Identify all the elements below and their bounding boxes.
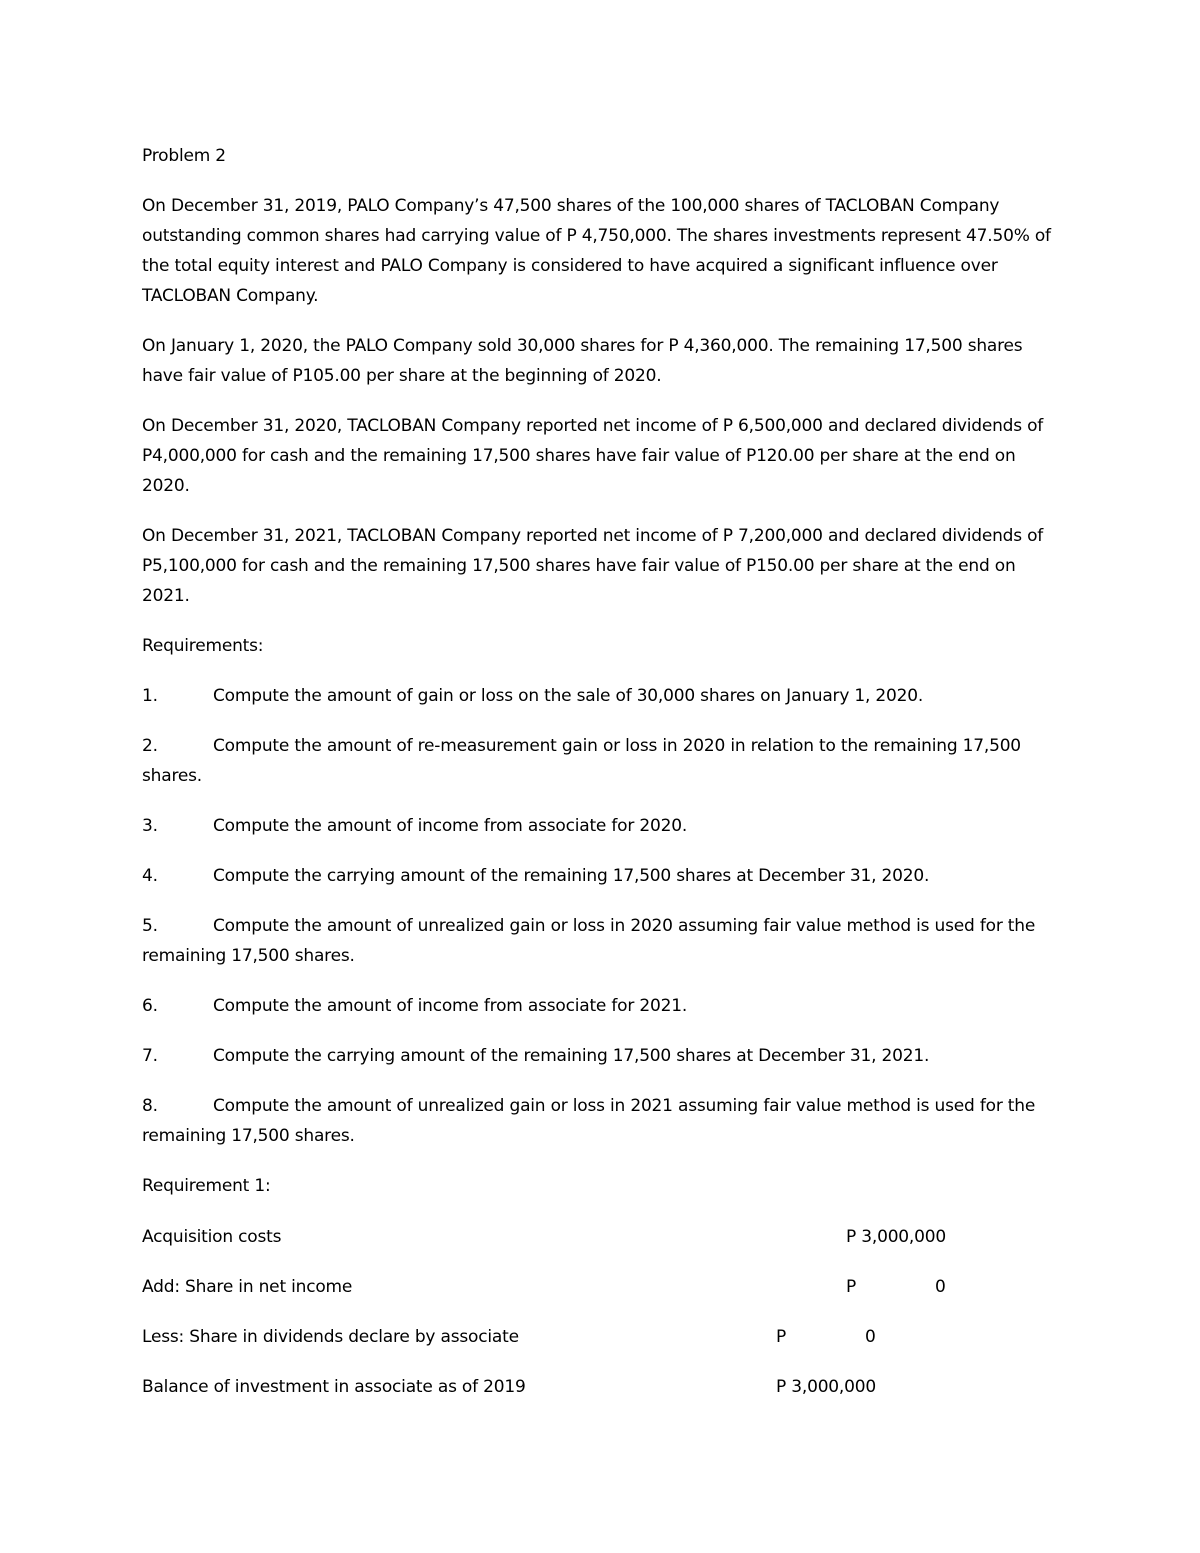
calc-row-balance bbox=[142, 1372, 1062, 1402]
requirement-number: 2. bbox=[142, 736, 158, 756]
calc-amount: P 3,000,000 bbox=[846, 1227, 946, 1247]
requirement-number: 6. bbox=[142, 996, 158, 1016]
requirement-text: Compute the amount of income from associate for 2020. bbox=[213, 816, 688, 836]
requirement-number: 5. bbox=[142, 916, 158, 936]
calc-label: Acquisition costs bbox=[142, 1227, 282, 1247]
requirement-text: Compute the amount of income from associate for 2021. bbox=[213, 996, 688, 1016]
calc-amount: P 3,000,000 bbox=[776, 1377, 876, 1397]
calc-row-acquisition bbox=[142, 1222, 1062, 1252]
requirement-text: Compute the amount of re-measurement gain or loss in 2020 in relation to the remaining 17,500 shares. bbox=[142, 736, 1021, 786]
requirement-item bbox=[142, 1041, 1062, 1071]
calc-row-share-income bbox=[142, 1272, 1062, 1302]
paragraph: On December 31, 2020, TACLOBAN Company reported net income of P 6,500,000 and declared dividends of P4,000,000 for cash and the remaining 17,500 shares have fair value of P120.00 per share at the end on 2020. bbox=[142, 416, 1044, 496]
calc-label: Balance of investment in associate as of 2019 bbox=[142, 1377, 526, 1397]
requirement-number: 7. bbox=[142, 1046, 158, 1066]
problem-title: Problem 2 bbox=[142, 146, 226, 166]
requirement-number: 4. bbox=[142, 866, 158, 886]
requirement-text: Compute the carrying amount of the remaining 17,500 shares at December 31, 2020. bbox=[213, 866, 930, 886]
requirements-heading: Requirements: bbox=[142, 636, 264, 656]
requirement-text: Compute the carrying amount of the remaining 17,500 shares at December 31, 2021. bbox=[213, 1046, 930, 1066]
calc-label: Add: Share in net income bbox=[142, 1277, 353, 1297]
document-body bbox=[142, 141, 1062, 1221]
requirement-text: Compute the amount of gain or loss on the sale of 30,000 shares on January 1, 2020. bbox=[213, 686, 924, 706]
requirement1-heading: Requirement 1: bbox=[142, 1176, 271, 1196]
paragraph: On December 31, 2021, TACLOBAN Company reported net income of P 7,200,000 and declared dividends of P5,100,000 for cash and the remaining 17,500 shares have fair value of P150.00 per share at the end on 2021. bbox=[142, 526, 1044, 606]
calc-amount: 0 bbox=[865, 1327, 876, 1347]
requirement-item bbox=[142, 1091, 1062, 1151]
requirement-number: 1. bbox=[142, 686, 158, 706]
calc-row-share-dividends bbox=[142, 1322, 1062, 1352]
paragraph: On December 31, 2019, PALO Company’s 47,500 shares of the 100,000 shares of TACLOBAN Company outstanding common shares had carrying value of P 4,750,000. The shares investments represent 47.50% of the total equity interest and PALO Company is considered to have acquired a significant influence over TACLOBAN Company. bbox=[142, 196, 1051, 306]
requirement-number: 3. bbox=[142, 816, 158, 836]
requirement-number: 8. bbox=[142, 1096, 158, 1116]
requirement-text: Compute the amount of unrealized gain or loss in 2020 assuming fair value method is used for the remaining 17,500 shares. bbox=[142, 916, 1036, 966]
requirement-item bbox=[142, 861, 1062, 891]
requirement-item bbox=[142, 811, 1062, 841]
requirement-item bbox=[142, 681, 1062, 711]
requirement-item bbox=[142, 911, 1062, 971]
requirement-text: Compute the amount of unrealized gain or loss in 2021 assuming fair value method is used for the remaining 17,500 shares. bbox=[142, 1096, 1036, 1146]
calc-label: Less: Share in dividends declare by associate bbox=[142, 1327, 519, 1347]
paragraph: On January 1, 2020, the PALO Company sold 30,000 shares for P 4,360,000. The remaining 17,500 shares have fair value of P105.00 per share at the beginning of 2020. bbox=[142, 336, 1023, 386]
calc-amount: 0 bbox=[935, 1277, 946, 1297]
requirement-item bbox=[142, 991, 1062, 1021]
calc-currency: P bbox=[776, 1327, 787, 1347]
requirement-item bbox=[142, 731, 1062, 791]
calc-currency: P bbox=[846, 1277, 857, 1297]
